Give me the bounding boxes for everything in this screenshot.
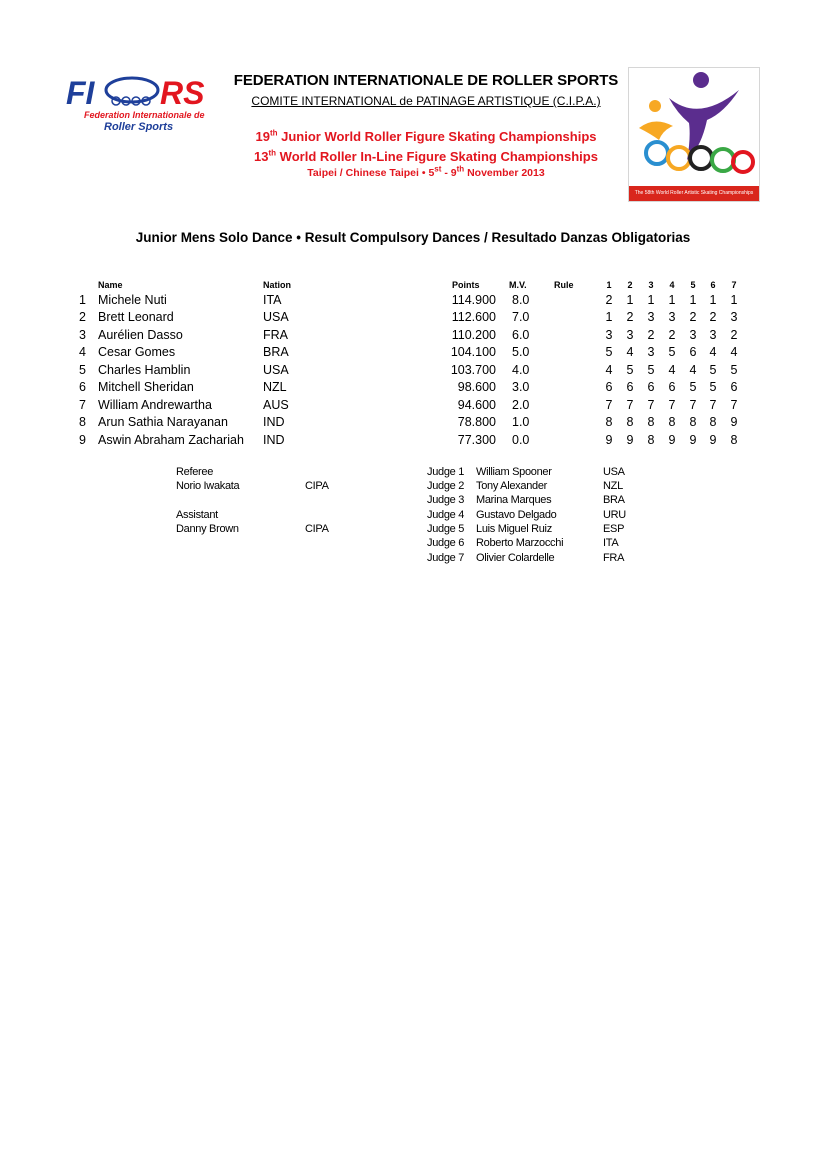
judge-place: 4 xyxy=(626,345,634,359)
col-header-mv: M.V. xyxy=(509,280,527,290)
federation-name: FEDERATION INTERNATIONALE DE ROLLER SPORTS xyxy=(233,72,619,89)
result-row xyxy=(0,433,826,450)
judge-place: 8 xyxy=(668,415,676,429)
judge-place: 7 xyxy=(626,398,634,412)
judge-place: 7 xyxy=(668,398,676,412)
judge-place: 3 xyxy=(647,345,655,359)
judge-label: Judge 7 xyxy=(427,552,465,564)
judge-place: 1 xyxy=(689,293,697,307)
nation: AUS xyxy=(263,398,289,412)
judge-place: 9 xyxy=(730,415,738,429)
judge-name: Tony Alexander xyxy=(476,480,548,492)
judge-name: Luis Miguel Ruiz xyxy=(476,523,552,535)
mv: 8.0 xyxy=(512,293,530,307)
judge-place: 6 xyxy=(647,380,655,394)
judge-name: Marina Marques xyxy=(476,494,552,506)
judge-place: 1 xyxy=(647,293,655,307)
judge-place: 6 xyxy=(668,380,676,394)
points: 78.800 xyxy=(457,415,496,429)
judge-label: Judge 3 xyxy=(427,494,465,506)
judge-place: 4 xyxy=(689,363,697,377)
nation: BRA xyxy=(263,345,289,359)
skater-name: Aurélien Dasso xyxy=(98,328,183,342)
col-header-judge-3: 3 xyxy=(648,280,654,290)
judge-place: 1 xyxy=(709,293,717,307)
judge-place: 8 xyxy=(626,415,634,429)
judge-place: 3 xyxy=(626,328,634,342)
judge-place: 1 xyxy=(626,293,634,307)
rank: 7 xyxy=(79,398,86,412)
skate-wheels-icon xyxy=(106,78,158,105)
logo-band-text: The 58th World Roller Artistic Skating Championships xyxy=(629,186,759,201)
judge-place: 9 xyxy=(668,433,676,447)
rank: 4 xyxy=(79,345,86,359)
judge-label: Judge 6 xyxy=(427,537,465,549)
mv: 4.0 xyxy=(512,363,530,377)
judge-place: 5 xyxy=(668,345,676,359)
judge-place: 9 xyxy=(605,433,613,447)
rank: 9 xyxy=(79,433,86,447)
judge-name: Gustavo Delgado xyxy=(476,509,557,521)
col-header-judge-5: 5 xyxy=(690,280,696,290)
venue-dates: Taipei / Chinese Taipei • 5st - 9th November 2013 xyxy=(307,164,545,179)
judge-place: 2 xyxy=(689,310,697,324)
judge-place: 3 xyxy=(668,310,676,324)
judge-place: 8 xyxy=(605,415,613,429)
judge-place: 1 xyxy=(730,293,738,307)
judge-place: 1 xyxy=(668,293,676,307)
judge-place: 3 xyxy=(730,310,738,324)
judge-place: 2 xyxy=(668,328,676,342)
judge-nation: BRA xyxy=(603,494,625,506)
points: 110.200 xyxy=(451,328,496,342)
col-header-judge-6: 6 xyxy=(710,280,716,290)
mv: 1.0 xyxy=(512,415,530,429)
nation: USA xyxy=(263,310,289,324)
mv: 3.0 xyxy=(512,380,530,394)
judge-place: 2 xyxy=(730,328,738,342)
logo-text-rs: RS xyxy=(160,75,205,111)
rank: 6 xyxy=(79,380,86,394)
mv: 7.0 xyxy=(512,310,530,324)
judge-place: 9 xyxy=(709,433,717,447)
skater-name: Cesar Gomes xyxy=(98,345,176,359)
col-header-judge-1: 1 xyxy=(606,280,612,290)
result-row xyxy=(0,380,826,397)
committee-name: COMITE INTERNATIONAL de PATINAGE ARTISTIQUE (C.I.P.A.) xyxy=(251,94,601,108)
judge-place: 7 xyxy=(709,398,717,412)
judge-label: Judge 1 xyxy=(427,466,465,478)
logo-sub-1: Federation Internationale de xyxy=(84,110,205,120)
judge-place: 5 xyxy=(689,380,697,394)
rank: 8 xyxy=(79,415,86,429)
referee-org: CIPA xyxy=(305,480,329,492)
mv: 5.0 xyxy=(512,345,530,359)
championship-line-2: 13th World Roller In-Line Figure Skating Championships xyxy=(254,148,598,164)
result-row xyxy=(0,415,826,432)
referee-name: Norio Iwakata xyxy=(176,480,240,492)
judge-nation: ITA xyxy=(603,537,619,549)
assistant-name: Danny Brown xyxy=(176,523,239,535)
assistant-label: Assistant xyxy=(176,509,218,521)
judge-place: 3 xyxy=(709,328,717,342)
judge-name: Roberto Marzocchi xyxy=(476,537,564,549)
judge-nation: ESP xyxy=(603,523,625,535)
judge-place: 1 xyxy=(605,310,613,324)
judge-place: 5 xyxy=(626,363,634,377)
judge-place: 8 xyxy=(730,433,738,447)
judge-place: 3 xyxy=(605,328,613,342)
judge-place: 8 xyxy=(689,415,697,429)
judge-place: 7 xyxy=(689,398,697,412)
judge-nation: NZL xyxy=(603,480,623,492)
judge-place: 2 xyxy=(647,328,655,342)
skater-name: Michele Nuti xyxy=(98,293,167,307)
logo-text-fi: FI xyxy=(66,75,95,111)
mv: 2.0 xyxy=(512,398,530,412)
col-header-judge-7: 7 xyxy=(731,280,737,290)
judge-place: 7 xyxy=(647,398,655,412)
judge-place: 8 xyxy=(709,415,717,429)
result-row xyxy=(0,398,826,415)
judge-nation: USA xyxy=(603,466,625,478)
skater-name: Brett Leonard xyxy=(98,310,174,324)
skater-name: Aswin Abraham Zachariah xyxy=(98,433,244,447)
referee-label: Referee xyxy=(176,466,214,478)
nation: ITA xyxy=(263,293,282,307)
rank: 5 xyxy=(79,363,86,377)
judge-place: 4 xyxy=(668,363,676,377)
points: 94.600 xyxy=(457,398,496,412)
result-row xyxy=(0,328,826,345)
judge-place: 5 xyxy=(709,380,717,394)
rank: 2 xyxy=(79,310,86,324)
col-header-judge-4: 4 xyxy=(669,280,675,290)
result-row xyxy=(0,363,826,380)
judge-place: 6 xyxy=(626,380,634,394)
judge-place: 3 xyxy=(689,328,697,342)
judge-place: 6 xyxy=(689,345,697,359)
skater-name: William Andrewartha xyxy=(98,398,212,412)
judge-place: 5 xyxy=(709,363,717,377)
assistant-org: CIPA xyxy=(305,523,329,535)
col-header-name: Name xyxy=(98,280,123,290)
judge-place: 8 xyxy=(647,433,655,447)
judge-place: 2 xyxy=(709,310,717,324)
judge-place: 4 xyxy=(730,345,738,359)
skater-figures-icon xyxy=(629,68,759,186)
judge-place: 7 xyxy=(730,398,738,412)
judge-place: 3 xyxy=(647,310,655,324)
mv: 6.0 xyxy=(512,328,530,342)
nation: NZL xyxy=(263,380,287,394)
points: 103.700 xyxy=(450,363,496,377)
judge-place: 2 xyxy=(626,310,634,324)
judge-place: 9 xyxy=(689,433,697,447)
col-header-nation: Nation xyxy=(263,280,291,290)
page-title: Junior Mens Solo Dance • Result Compulsory Dances / Resultado Danzas Obligatorias xyxy=(135,230,691,245)
rank: 1 xyxy=(79,293,86,307)
judge-label: Judge 5 xyxy=(427,523,465,535)
championship-logo xyxy=(628,67,760,202)
judge-place: 9 xyxy=(626,433,634,447)
skater-name: Charles Hamblin xyxy=(98,363,191,377)
judge-name: William Spooner xyxy=(476,466,552,478)
skater-name: Mitchell Sheridan xyxy=(98,380,194,394)
nation: IND xyxy=(263,433,285,447)
logo-sub-2: Roller Sports xyxy=(104,121,174,132)
rank: 3 xyxy=(79,328,86,342)
judge-place: 5 xyxy=(605,345,613,359)
points: 114.900 xyxy=(451,293,496,307)
judge-place: 4 xyxy=(605,363,613,377)
result-row xyxy=(0,345,826,362)
judge-nation: FRA xyxy=(603,552,625,564)
judge-label: Judge 4 xyxy=(427,509,465,521)
col-header-judge-2: 2 xyxy=(627,280,633,290)
championship-line-1: 19th Junior World Roller Figure Skating Championships xyxy=(255,128,597,144)
col-header-points: Points xyxy=(452,280,480,290)
judge-place: 8 xyxy=(647,415,655,429)
judge-place: 2 xyxy=(605,293,613,307)
col-header-rule: Rule xyxy=(554,280,574,290)
mv: 0.0 xyxy=(512,433,530,447)
judge-label: Judge 2 xyxy=(427,480,465,492)
nation: IND xyxy=(263,415,285,429)
judge-place: 5 xyxy=(730,363,738,377)
result-row xyxy=(0,310,826,327)
judge-place: 6 xyxy=(605,380,613,394)
nation: FRA xyxy=(263,328,288,342)
judge-place: 6 xyxy=(730,380,738,394)
judge-place: 7 xyxy=(605,398,613,412)
points: 77.300 xyxy=(457,433,496,447)
judge-name: Olivier Colardelle xyxy=(476,552,555,564)
result-row xyxy=(0,293,826,310)
judge-place: 4 xyxy=(709,345,717,359)
skater-name: Arun Sathia Narayanan xyxy=(98,415,228,429)
nation: USA xyxy=(263,363,289,377)
judge-nation: URU xyxy=(603,509,626,521)
points: 112.600 xyxy=(451,310,496,324)
points: 98.600 xyxy=(457,380,496,394)
judge-place: 5 xyxy=(647,363,655,377)
points: 104.100 xyxy=(450,345,496,359)
